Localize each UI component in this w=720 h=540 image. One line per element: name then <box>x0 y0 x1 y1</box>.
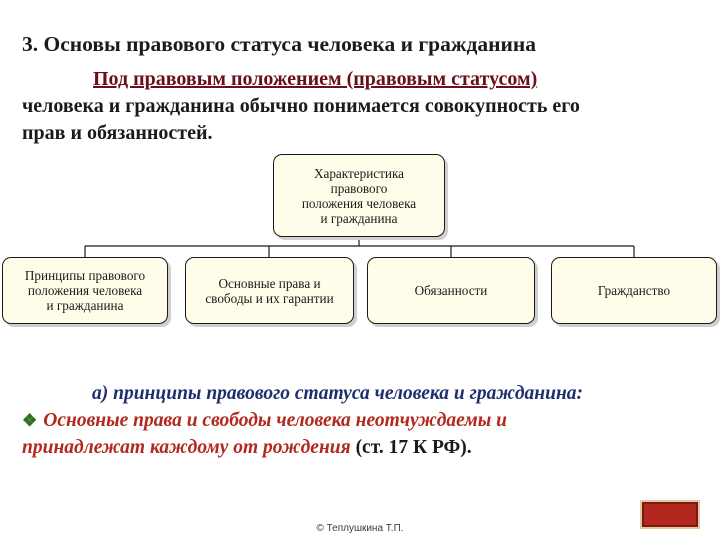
principles-section <box>22 380 712 461</box>
diagram-child-citizenship <box>551 257 717 324</box>
root-line-1: Характеристика <box>313 165 405 181</box>
diagram-root-box <box>273 154 445 237</box>
diagram-child-rights <box>185 257 354 324</box>
root-line-2: правового <box>330 180 388 196</box>
intro-line-1 <box>22 66 712 93</box>
next-slide-button[interactable] <box>640 500 700 529</box>
citizenship-line-1: Гражданство <box>597 283 671 298</box>
bullet-line-1 <box>22 407 712 434</box>
intro-line-3: прав и обязанностей. <box>22 122 213 144</box>
diamond-bullet-icon: ❖ <box>22 411 38 430</box>
bullet-text-2: принадлежат каждому от рождения <box>22 437 351 458</box>
intro-line-2: человека и гражданина обычно понимается совокупность его <box>22 95 580 117</box>
principles-line-3: и гражданина <box>46 298 124 313</box>
bullet-reference: (ст. 17 К РФ). <box>355 437 472 458</box>
bullet-text-1: Основные права и свободы человека неотчуждаемы и <box>43 410 507 431</box>
root-line-3: положения человека <box>301 195 417 211</box>
bullet-line-2 <box>22 434 712 461</box>
diagram-child-duties <box>367 257 535 324</box>
intro-underlined-term: Под правовым положением (правовым статусом) <box>93 68 538 90</box>
principles-line-1: Принципы правового <box>24 268 146 283</box>
rights-line-2: свободы и их гарантии <box>205 290 334 306</box>
rights-line-1: Основные права и <box>218 275 321 291</box>
duties-line-1: Обязанности <box>414 283 488 298</box>
slide-title: 3. Основы правового статуса человека и гражданина <box>22 32 536 56</box>
root-line-4: и гражданина <box>320 210 398 226</box>
principles-line-2: положения человека <box>27 283 143 298</box>
diagram-child-principles <box>2 257 168 324</box>
copyright-footer: © Теплушкина Т.П. <box>316 523 404 534</box>
intro-paragraph <box>22 66 712 147</box>
principles-heading: а) принципы правового статуса человека и гражданина: <box>92 383 584 404</box>
